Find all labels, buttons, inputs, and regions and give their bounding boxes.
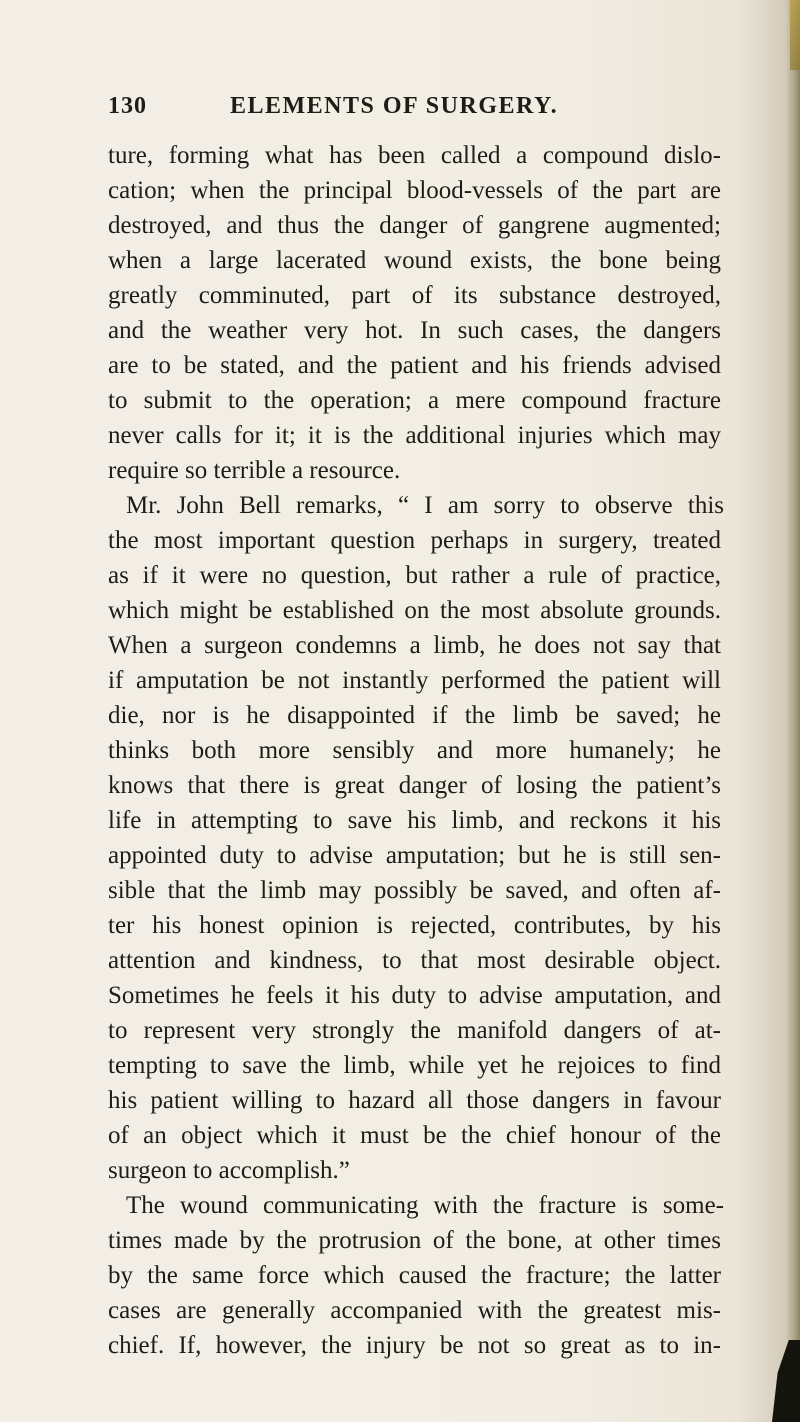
text-line: greatly comminuted, part of its substance destroyed, (108, 282, 721, 309)
text-line: sible that the limb may possibly be saved, and often af- (108, 877, 721, 904)
text-line: The wound communicating with the fracture is some- (126, 1192, 724, 1219)
text-line: appointed duty to advise amputation; but he is still sen- (108, 842, 721, 869)
body-text (108, 138, 798, 1363)
text-line: cases are generally accompanied with the greatest mis- (108, 1297, 721, 1324)
text-line: tempting to save the limb, while yet he rejoices to find (108, 1052, 721, 1079)
text-line: times made by the protrusion of the bone, at other times (108, 1227, 721, 1254)
text-line: ter his honest opinion is rejected, contributes, by his (108, 912, 721, 939)
text-line: the most important question perhaps in surgery, treated (108, 527, 721, 554)
text-line: and the weather very hot. In such cases, the dangers (108, 317, 721, 344)
text-line: of an object which it must be the chief honour of the (108, 1122, 721, 1149)
text-line: to represent very strongly the manifold dangers of at- (108, 1017, 721, 1044)
page-number: 130 (108, 93, 147, 119)
text-line: life in attempting to save his limb, and reckons it his (108, 807, 721, 834)
text-line: thinks both more sensibly and more humanely; he (108, 737, 721, 764)
text-line: surgeon to accomplish.” (108, 1157, 350, 1184)
text-line: his patient willing to hazard all those dangers in favour (108, 1087, 721, 1114)
text-line: as if it were no question, but rather a rule of practice, (108, 562, 721, 589)
text-line: attention and kindness, to that most desirable object. (108, 947, 721, 974)
running-title: ELEMENTS OF SURGERY. (230, 93, 559, 119)
page-edge-stain (790, 0, 800, 70)
text-line: ture, forming what has been called a compound dislo- (108, 142, 721, 169)
text-line: chief. If, however, the injury be not so great as to in- (108, 1332, 721, 1359)
text-line: die, nor is he disappointed if the limb be saved; he (108, 702, 721, 729)
text-line: Sometimes he feels it his duty to advise amputation, and (108, 982, 721, 1009)
text-line: cation; when the principal blood-vessels of the part are (108, 177, 721, 204)
text-line: destroyed, and thus the danger of gangrene augmented; (108, 212, 721, 239)
text-line: Mr. John Bell remarks, “ I am sorry to observe this (126, 492, 724, 519)
text-line: knows that there is great danger of losing the patient’s (108, 772, 721, 799)
text-line: When a surgeon condemns a limb, he does not say that (108, 632, 721, 659)
text-line: by the same force which caused the fracture; the latter (108, 1262, 721, 1289)
text-line: are to be stated, and the patient and his friends advised (108, 352, 721, 379)
text-line: when a large lacerated wound exists, the bone being (108, 247, 721, 274)
text-line: require so terrible a resource. (108, 457, 401, 484)
text-line: never calls for it; it is the additional injuries which may (108, 422, 721, 449)
text-line: if amputation be not instantly performed the patient will (108, 667, 721, 694)
text-line: which might be established on the most absolute grounds. (108, 597, 721, 624)
page-header (108, 93, 708, 127)
text-line: to submit to the operation; a mere compound fracture (108, 387, 721, 414)
